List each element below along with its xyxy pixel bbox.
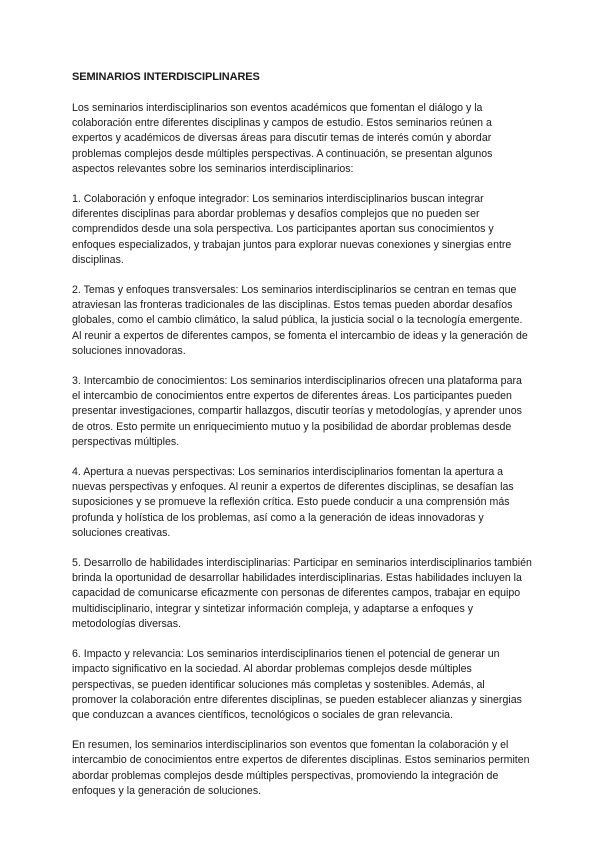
paragraph-collaboration: 1. Colaboración y enfoque integrador: Los seminarios interdisciplinarios buscan integrar diferentes disciplinas para abordar problemas y desafíos complejos que no pueden ser comprendidos desde una sola perspectiva. Los participantes aportan sus conocimientos y enfoques especializados, y trabajan juntos para explorar nuevas conexiones y sinergias entre disciplinas.: [72, 193, 512, 266]
paragraph-transversal-topics: 2. Temas y enfoques transversales: Los seminarios interdisciplinarios se centran en temas que atraviesan las fronteras tradicionales de las disciplinas. Estos temas pueden abordar desafíos globales, como el cambio climático, la salud pública, la justicia social o la tecnología emergente. Al reunir a expertos de diferentes campos, se fomenta el intercambio de ideas y la generación de soluciones innovadoras.: [72, 284, 528, 357]
paragraph-impact-relevance: 6. Impacto y relevancia: Los seminarios interdisciplinarios tienen el potencial de generar un impacto significativo en la sociedad. Al abordar problemas complejos desde múltiples perspectivas, se pueden identificar soluciones más completas y sostenibles. Además, al promover la colaboración entre diferentes disciplinas, se pueden establecer alianzas y sinergias que conduzcan a avances científicos, tecnológicos o sociales de gran relevancia.: [72, 648, 522, 721]
document-page: [72, 70, 532, 814]
document-title: SEMINARIOS INTERDISCIPLINARES: [72, 71, 260, 83]
paragraph-new-perspectives: 4. Apertura a nuevas perspectivas: Los seminarios interdisciplinarios fomentan la apertura a nuevas perspectivas y enfoques. Al reunir a expertos de diferentes disciplinas, se desafían las suposiciones y se promueve la reflexión crítica. Esto puede conducir a una comprensión más profunda y holística de los problemas, así como a la generación de ideas innovadoras y soluciones creativas.: [72, 466, 514, 539]
paragraph-intro: Los seminarios interdisciplinarios son eventos académicos que fomentan el diálogo y la colaboración entre diferentes disciplinas y campos de estudio. Estos seminarios reúnen a expertos y académicos de diversas áreas para discutir temas de interés común y abordar problemas complejos desde múltiples perspectivas. A continuación, se presentan algunos aspectos relevantes sobre los seminarios interdisciplinarios:: [72, 102, 493, 175]
paragraph-knowledge-exchange: 3. Intercambio de conocimientos: Los seminarios interdisciplinarios ofrecen una plataforma para el intercambio de conocimientos entre expertos de diferentes áreas. Los participantes pueden presentar investigaciones, compartir hallazgos, discutir teorías y metodologías, y aprender unos de otros. Esto permite un enriquecimiento mutuo y la posibilidad de abordar problemas desde perspectivas múltiples.: [72, 375, 522, 448]
paragraph-skills-development: 5. Desarrollo de habilidades interdisciplinarias: Participar en seminarios interdisciplinarios también brinda la oportunidad de desarrollar habilidades interdisciplinarias. Estas habilidades incluyen la capacidad de comunicarse eficazmente con personas de diferentes campos, trabajar en equipo multidisciplinario, integrar y sintetizar información compleja, y adaptarse a enfoques y metodologías diversas.: [72, 557, 532, 630]
paragraph-summary: En resumen, los seminarios interdisciplinarios son eventos que fomentan la colaboración y el intercambio de conocimientos entre expertos de diferentes disciplinas. Estos seminarios permiten abordar problemas complejos desde múltiples perspectivas, promoviendo la integración de enfoques y la generación de soluciones.: [72, 739, 530, 797]
